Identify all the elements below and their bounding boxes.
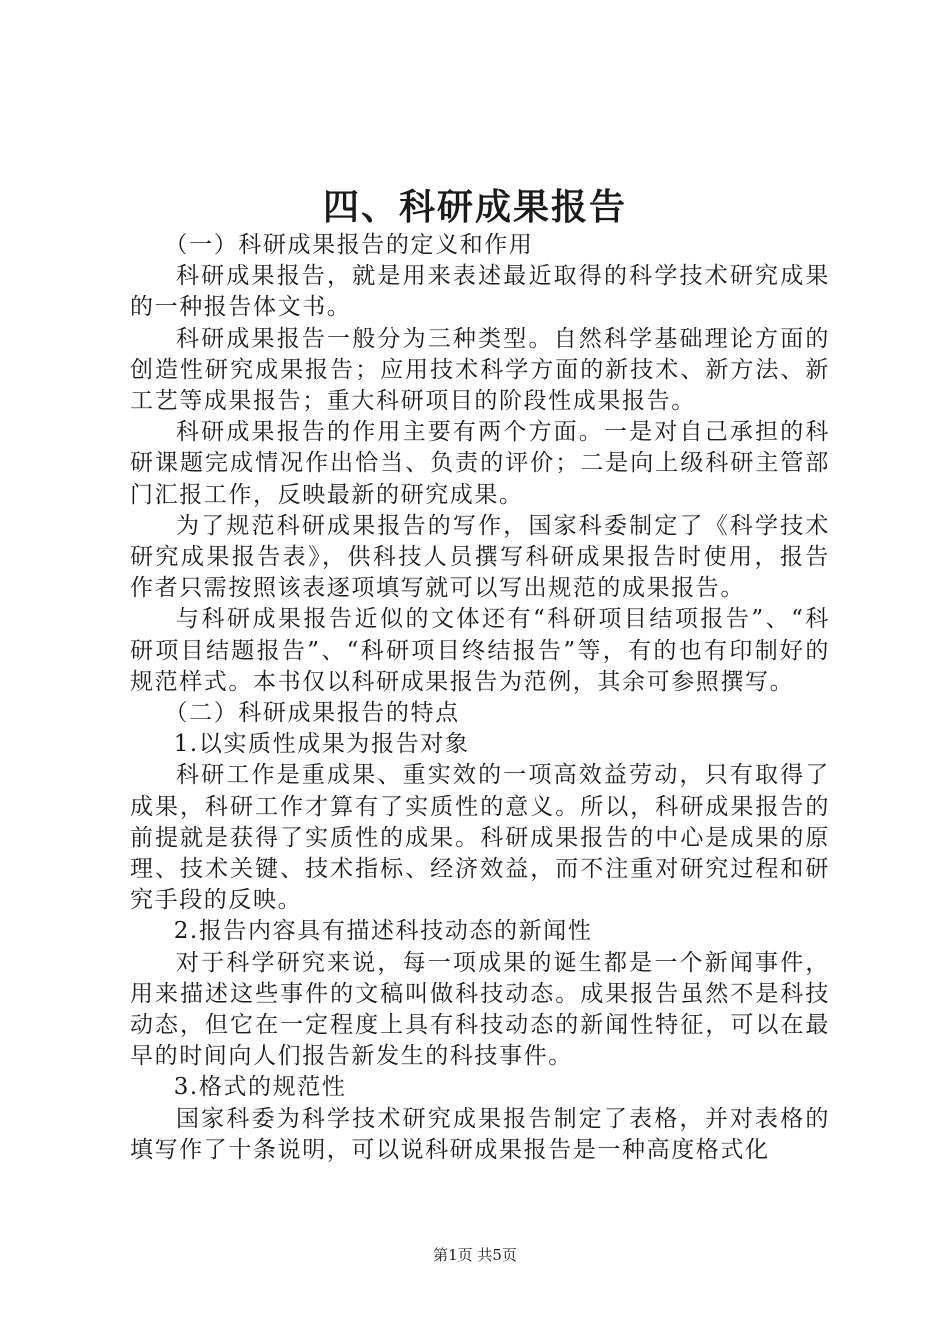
paragraph: 为了规范科研成果报告的写作，国家科委制定了《科学技术研究成果报告表》，供科技人员撰写科研成果报告时使用，报告作者只需按照该表逐项填写就可以写出规范的成果报告。 — [130, 512, 830, 602]
page-footer: 第1页 共5页 — [433, 1246, 517, 1264]
paragraph: 对于科学研究来说，每一项成果的诞生都是一个新闻事件，用来描述这些事件的文稿叫做科技动态。成果报告虽然不是科技动态，但它在一定程度上具有科技动态的新闻性特征，可以在最早的时间向人们报告新发生的科技事件。 — [130, 949, 830, 1070]
subheading: 1.以实质性成果为报告对象 — [173, 731, 470, 758]
section-heading: （二）科研成果报告的特点 — [164, 700, 460, 727]
section-heading: （一）科研成果报告的定义和作用 — [164, 232, 534, 258]
subheading: 2.报告内容具有描述科技动态的新闻性 — [173, 918, 593, 945]
paragraph: 国家科委为科学技术研究成果报告制定了表格，并对表格的填写作了十条说明，可以说科研成果报告是一种高度格式化 — [130, 1105, 830, 1163]
paragraph: 科研工作是重成果、重实效的一项高效益劳动，只有取得了成果，科研工作才算有了实质性的意义。所以，科研成果报告的前提就是获得了实质性的成果。科研成果报告的中心是成果的原理、技术关键、技术指标、经济效益，而不注重对研究过程和研究手段的反映。 — [130, 762, 830, 914]
paragraph: 与科研成果报告近似的文体还有“科研项目结项报告”、“科研项目结题报告”、“科研项目终结报告”等，有的也有印制好的规范样式。本书仅以科研成果报告为范例，其余可参照撰写。 — [130, 606, 830, 695]
paragraph: 科研成果报告的作用主要有两个方面。一是对自己承担的科研课题完成情况作出恰当、负责的评价；二是向上级科研主管部门汇报工作，反映最新的研究成果。 — [130, 419, 830, 508]
document-title: 四、科研成果报告 — [322, 186, 627, 228]
paragraph: 科研成果报告一般分为三种类型。自然科学基础理论方面的创造性研究成果报告；应用技术科学方面的新技术、新方法、新工艺等成果报告；重大科研项目的阶段性成果报告。 — [130, 325, 830, 415]
paragraph: 科研成果报告，就是用来表述最近取得的科学技术研究成果的一种报告体文书。 — [130, 263, 830, 321]
document-body — [130, 230, 830, 1166]
subheading: 3.格式的规范性 — [173, 1074, 347, 1101]
